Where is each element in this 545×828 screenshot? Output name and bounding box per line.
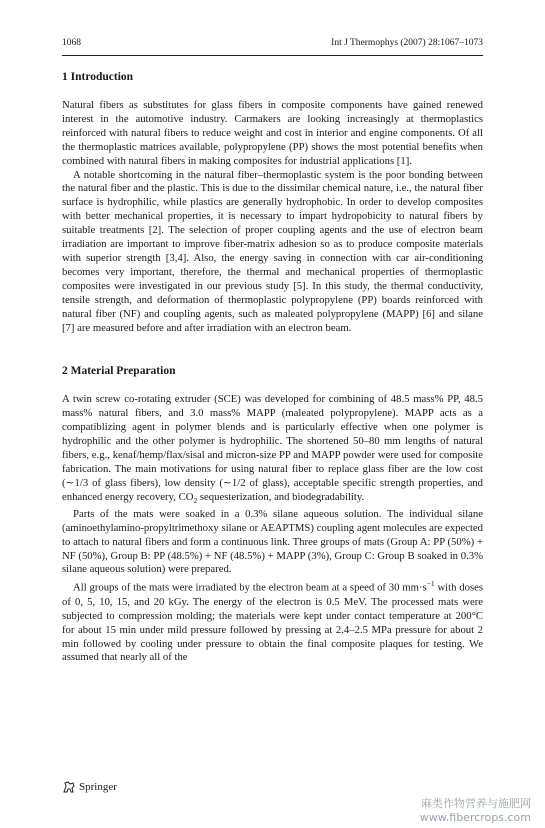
section-heading-material-preparation: 2 Material Preparation <box>62 365 176 378</box>
paragraph: Parts of the mats were soaked in a 0.3% silane aqueous solution. The individual silane (aminoethylamino-propyltrimethoxy silane or AEAPTMS) coupling agent molecules are expected to attach to natural fibers and form a continuous link. Three groups of mats (Group A: PP (50%) + NF (50%), Group B: PP (48.5%) + NF (48.5%) + MAPP (3%), Group C: Group B soaked in 0.3% silane aqueous solution) were prepared. <box>62 507 483 576</box>
footer <box>62 780 117 794</box>
watermark-text: 麻类作物营养与施肥网 <box>421 797 531 810</box>
paragraph: A notable shortcoming in the natural fiber–thermoplastic system is the poor bonding between the natural fiber and the plastic. This is due to the dissimilar chemical nature, i.e., the natural fiber surface is hydrophilic, while plastics are generally hydrophobic. In order to develop composites with better mechanical properties, it is necessary to impart hydropobicity to natural fibers by suitable treatments [2]. The selection of proper coupling agents and the use of electron beam irradiation are important to improve fiber-matrix adhesion so as to produce composite materials with superior strength [3,4]. Also, the energy saving in connection with car air-conditioning becomes very important, therefore, the thermal and mechanical properties of thermoplastic composites were investigated in our previous study [5]. In this study, the thermal conductivity, tensile strength, and deformation of thermoplastic polypropylene (PP) boards reinforced with natural fiber (NF) and coupling agents, such as maleated polypropylene (MAPP) [6] and silane [7] are measured before and after irradiation with an electron beam. <box>62 168 483 334</box>
journal-citation: Int J Thermophys (2007) 28:1067–1073 <box>331 38 483 48</box>
watermark-url: www.fibercrops.com <box>419 811 531 824</box>
paragraph: All groups of the mats were irradiated by the electron beam at a speed of 30 $mm\cdot s^{-1}$ with doses of 0, 5, 10, 15, and 20 kGy. The energy of the electron is 0.5 MeV. The processed mats were subjected to compression molding; the materials were kept under contact temperature at 200°C for about 15 min under mild pressure followed by pressing at 2.4–2.5 MPa pressure for about 2 min followed by cooling under pressure to obtain the final composite plaques for testing. We assumed that nearly all of the <box>62 579 483 664</box>
section-heading-introduction: 1 Introduction <box>62 71 134 83</box>
article-body <box>62 68 483 665</box>
running-head <box>62 38 483 52</box>
page-number: 1068 <box>62 38 81 48</box>
header-rule <box>62 55 483 56</box>
paragraph: A twin screw co-rotating extruder (SCE) was developed for combining of 48.5 mass% PP, 48.5 mass% natural fibers, and 3.0 mass% MAPP (maleated polypropylene). MAPP acts as a compatiblizing agent in polymer blends and is particularly effective when one polymer is hydrophilic and the other polymer is hydrophilic. The shortened 50–80 mm lengths of natural fibers, e.g., kenaf/hemp/flax/sisal and micron-size PP and MAPP powder were used for composite fabrication. The main motivations for using natural fiber to replace glass fiber are the low cost (∼1/3 of glass fibers), low density (∼1/2 of glass), acceptable specific strength properties, and enhanced energy recovery, $CO_2$ sequesterization, and biodegradability. <box>62 393 483 505</box>
paragraph: Natural fibers as substitutes for glass fibers in composite components have gained renewed interest in the automotive industry. Carmakers are looking increasingly at thermoplastics reinforced with natural fibers to reduce weight and cost in interior and engine components. Of all the thermoplastic matrices available, polypropylene (PP) shows the most potential benefits when combined with natural fibers in making composites for industrial applications [1]. <box>62 99 483 167</box>
springer-horse-icon <box>62 780 76 794</box>
publisher-name: Springer <box>79 781 117 793</box>
